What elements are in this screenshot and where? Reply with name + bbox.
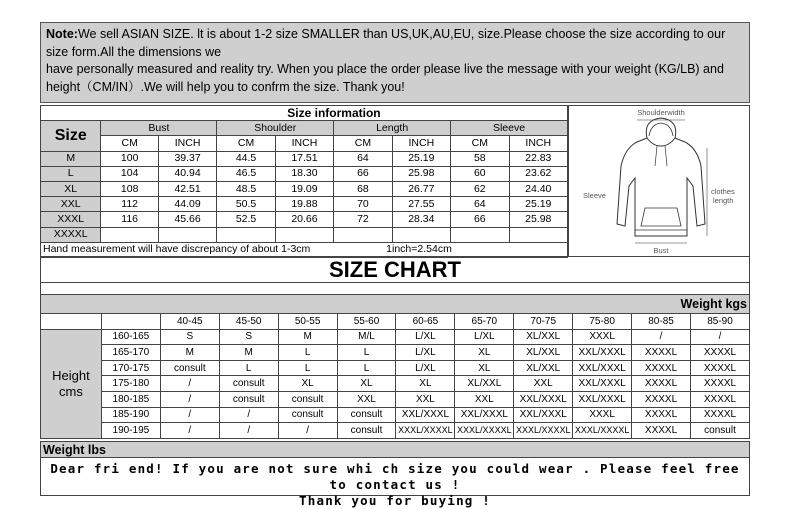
weight-height-table <box>40 313 750 439</box>
size-value-cell <box>275 227 333 242</box>
recommended-size-cell: XXXL/XXXXL <box>573 423 632 439</box>
label-bust: Bust <box>653 246 669 255</box>
size-value-cell: 25.19 <box>392 151 450 166</box>
size-info-title: Size information <box>101 106 568 121</box>
recommended-size-cell: XXXXL <box>632 360 691 376</box>
recommended-size-cell: L <box>337 345 396 361</box>
recommended-size-cell: L/XL <box>455 329 514 345</box>
recommended-size-cell: consult <box>691 423 750 439</box>
size-value-cell <box>392 227 450 242</box>
recommended-size-cell: / <box>691 329 750 345</box>
size-value-cell: 100 <box>101 151 158 166</box>
hoodie-diagram <box>568 105 750 257</box>
weight-col-header: 50-55 <box>278 314 337 330</box>
recommended-size-cell: XXL/XXXL <box>514 391 573 407</box>
recommended-size-cell: XL <box>455 360 514 376</box>
recommended-size-cell: consult <box>337 423 396 439</box>
recommended-size-cell: consult <box>278 407 337 423</box>
recommended-size-cell: XL/XXL <box>514 360 573 376</box>
size-row <box>41 227 568 242</box>
size-value-cell: 50.5 <box>217 197 275 212</box>
recommended-size-cell: XL <box>455 345 514 361</box>
recommended-size-cell: S <box>160 329 219 345</box>
recommended-size-cell: M <box>219 345 278 361</box>
recommended-size-cell: L/XL <box>396 345 455 361</box>
height-range-cell: 185-190 <box>101 407 160 423</box>
recommended-size-cell: M <box>160 345 219 361</box>
size-label-cell: XL <box>41 181 101 196</box>
recommended-size-cell: / <box>219 423 278 439</box>
unit-header: INCH <box>275 136 333 151</box>
height-range-cell: 180-185 <box>101 391 160 407</box>
height-label-line2: cms <box>59 383 83 399</box>
size-value-cell: 19.88 <box>275 197 333 212</box>
size-row <box>41 151 568 166</box>
size-value-cell: 48.5 <box>217 181 275 196</box>
size-value-cell: 20.66 <box>275 212 333 227</box>
hoodie-illustration <box>569 106 749 256</box>
size-label-cell: XXXXL <box>41 227 101 242</box>
size-value-cell <box>101 227 158 242</box>
recommended-size-cell: L/XL <box>396 329 455 345</box>
size-chart-title: SIZE CHART <box>40 256 750 283</box>
size-value-cell: 112 <box>101 197 158 212</box>
recommended-size-cell: consult <box>278 391 337 407</box>
height-row <box>41 423 750 439</box>
recommended-size-cell: XXXL/XXXXL <box>455 423 514 439</box>
group-length: Length <box>334 121 451 136</box>
recommended-size-cell: consult <box>160 360 219 376</box>
size-value-cell: 58 <box>451 151 509 166</box>
size-value-cell <box>334 227 392 242</box>
weight-col-header: 65-70 <box>455 314 514 330</box>
size-value-cell: 26.77 <box>392 181 450 196</box>
size-value-cell: 25.98 <box>392 166 450 181</box>
weight-col-header: 70-75 <box>514 314 573 330</box>
unit-header: CM <box>334 136 392 151</box>
size-row <box>41 197 568 212</box>
size-value-cell: 116 <box>101 212 158 227</box>
recommended-size-cell: XXL/XXXL <box>455 407 514 423</box>
recommended-size-cell: XXXXL <box>632 391 691 407</box>
recommended-size-cell: XXXXL <box>691 360 750 376</box>
recommended-size-cell: XXXXL <box>632 345 691 361</box>
height-range-cell: 165-170 <box>101 345 160 361</box>
size-value-cell: 46.5 <box>217 166 275 181</box>
size-value-cell <box>158 227 216 242</box>
size-value-cell: 24.40 <box>509 181 568 196</box>
recommended-size-cell: XL/XXL <box>514 329 573 345</box>
recommended-size-cell: XXXXL <box>691 345 750 361</box>
recommended-size-cell: XXXXL <box>632 423 691 439</box>
note-line1: We sell ASIAN SIZE. lt is about 1-2 size SMALLER than US,UK,AU,EU, size.Please choose the size according to our size form.All the dimensions we <box>46 27 726 59</box>
discrepancy-text: Hand measurement will have discrepancy of about 1-3cm <box>43 243 311 256</box>
label-length: length <box>713 196 734 205</box>
size-value-cell: 66 <box>334 166 392 181</box>
recommended-size-cell: XXL/XXXL <box>573 376 632 392</box>
size-value-cell: 44.5 <box>217 151 275 166</box>
recommended-size-cell: / <box>160 391 219 407</box>
unit-header: INCH <box>509 136 568 151</box>
height-row <box>41 345 750 361</box>
recommended-size-cell: XXL/XXXL <box>396 407 455 423</box>
size-value-cell: 19.09 <box>275 181 333 196</box>
recommended-size-cell: XL <box>396 376 455 392</box>
size-value-cell: 17.51 <box>275 151 333 166</box>
size-label-cell: L <box>41 166 101 181</box>
recommended-size-cell: L <box>337 360 396 376</box>
size-row <box>41 166 568 181</box>
size-value-cell: 62 <box>451 181 509 196</box>
recommended-size-cell: XXXXL <box>691 376 750 392</box>
size-value-cell: 28.34 <box>392 212 450 227</box>
recommended-size-cell: XXL <box>455 391 514 407</box>
label-clothes: clothes <box>711 187 735 196</box>
note-line2: have personally measured and reality try. When you place the order please live the message with your weight (KG/LB) and height（CM/IN）.We will help you to confrm the size. Thank you! <box>46 62 724 94</box>
height-row <box>41 329 750 345</box>
size-value-cell: 64 <box>334 151 392 166</box>
size-value-cell: 68 <box>334 181 392 196</box>
size-row <box>41 181 568 196</box>
size-value-cell <box>509 227 568 242</box>
weight-col-header: 45-50 <box>219 314 278 330</box>
recommended-size-cell: S <box>219 329 278 345</box>
recommended-size-cell: XXXL <box>573 407 632 423</box>
size-value-cell: 72 <box>334 212 392 227</box>
size-value-cell: 42.51 <box>158 181 216 196</box>
unit-header: INCH <box>158 136 216 151</box>
size-value-cell: 25.19 <box>509 197 568 212</box>
weight-col-header: 85-90 <box>691 314 750 330</box>
note-label: Note: <box>46 27 78 41</box>
size-value-cell: 104 <box>101 166 158 181</box>
recommended-size-cell: XXL/XXXL <box>573 360 632 376</box>
recommended-size-cell: XL <box>278 376 337 392</box>
footer-message <box>40 457 750 508</box>
recommended-size-cell: XXL <box>396 391 455 407</box>
recommended-size-cell: / <box>219 407 278 423</box>
size-value-cell: 40.94 <box>158 166 216 181</box>
unit-header: CM <box>101 136 158 151</box>
group-shoulder: Shoulder <box>217 121 334 136</box>
recommended-size-cell: XXXXL <box>691 407 750 423</box>
label-sleeve: Sleeve <box>583 191 606 200</box>
recommended-size-cell: / <box>160 376 219 392</box>
recommended-size-cell: consult <box>219 391 278 407</box>
weight-col-header: 55-60 <box>337 314 396 330</box>
size-label-cell: XXXL <box>41 212 101 227</box>
unit-header: INCH <box>392 136 450 151</box>
recommended-size-cell: XXXL/XXXXL <box>396 423 455 439</box>
unit-header: CM <box>451 136 509 151</box>
unit-header: CM <box>217 136 275 151</box>
recommended-size-cell: / <box>160 407 219 423</box>
group-bust: Bust <box>101 121 217 136</box>
recommended-size-cell: XXL <box>337 391 396 407</box>
size-row <box>41 212 568 227</box>
recommended-size-cell: XXL/XXXL <box>573 391 632 407</box>
recommended-size-cell: L <box>278 345 337 361</box>
size-header: Size <box>41 121 101 151</box>
size-value-cell: 18.30 <box>275 166 333 181</box>
height-range-cell: 175-180 <box>101 376 160 392</box>
size-value-cell: 45.66 <box>158 212 216 227</box>
weight-col-header: 80-85 <box>632 314 691 330</box>
height-row <box>41 407 750 423</box>
footer-line1: Dear fri end! If you are not sure whi ch size you could wear . Please feel free to contact us ! <box>50 461 740 492</box>
size-value-cell <box>217 227 275 242</box>
weight-col-header: 40-45 <box>160 314 219 330</box>
recommended-size-cell: / <box>278 423 337 439</box>
recommended-size-cell: XXXXL <box>632 407 691 423</box>
size-value-cell: 60 <box>451 166 509 181</box>
height-row <box>41 360 750 376</box>
height-row <box>41 391 750 407</box>
size-value-cell: 44.09 <box>158 197 216 212</box>
recommended-size-cell: XXXXL <box>632 376 691 392</box>
recommended-size-cell: L <box>219 360 278 376</box>
height-label <box>41 329 102 438</box>
size-value-cell: 23.62 <box>509 166 568 181</box>
recommended-size-cell: / <box>632 329 691 345</box>
recommended-size-cell: L <box>278 360 337 376</box>
size-info-table <box>40 105 568 258</box>
size-label-cell: XXL <box>41 197 101 212</box>
size-value-cell: 70 <box>334 197 392 212</box>
height-range-cell: 190-195 <box>101 423 160 439</box>
recommended-size-cell: XXL <box>514 376 573 392</box>
recommended-size-cell: consult <box>337 407 396 423</box>
size-value-cell: 22.83 <box>509 151 568 166</box>
height-row <box>41 376 750 392</box>
recommended-size-cell: L/XL <box>396 360 455 376</box>
size-label-cell: M <box>41 151 101 166</box>
recommended-size-cell: XL/XXL <box>514 345 573 361</box>
inch-conversion: 1inch=2.54cm <box>386 243 452 256</box>
size-value-cell: 39.37 <box>158 151 216 166</box>
recommended-size-cell: XXXL/XXXXL <box>514 423 573 439</box>
weight-col-header: 75-80 <box>573 314 632 330</box>
size-value-cell: 52.5 <box>217 212 275 227</box>
recommended-size-cell: XL <box>337 376 396 392</box>
weight-lbs-label: Weight lbs <box>40 441 750 458</box>
recommended-size-cell: consult <box>219 376 278 392</box>
recommended-size-cell: M <box>278 329 337 345</box>
note-box <box>40 22 750 103</box>
label-shoulderwidth: Shoulderwidth <box>637 108 685 117</box>
height-range-cell: 170-175 <box>101 360 160 376</box>
size-value-cell: 64 <box>451 197 509 212</box>
size-value-cell: 25.98 <box>509 212 568 227</box>
weight-col-header: 60-65 <box>396 314 455 330</box>
recommended-size-cell: XXXXL <box>691 391 750 407</box>
recommended-size-cell: XXL/XXXL <box>514 407 573 423</box>
height-range-cell: 160-165 <box>101 329 160 345</box>
recommended-size-cell: M/L <box>337 329 396 345</box>
weight-kgs-label: Weight kgs <box>40 295 750 314</box>
footer-line2: Thank you for buying ! <box>299 493 491 508</box>
size-value-cell: 27.55 <box>392 197 450 212</box>
height-label-line1: Height <box>52 367 90 383</box>
recommended-size-cell: XXXL <box>573 329 632 345</box>
size-value-cell: 66 <box>451 212 509 227</box>
size-value-cell: 108 <box>101 181 158 196</box>
recommended-size-cell: / <box>160 423 219 439</box>
recommended-size-cell: XL/XXL <box>455 376 514 392</box>
recommended-size-cell: XXL/XXXL <box>573 345 632 361</box>
size-value-cell <box>451 227 509 242</box>
group-sleeve: Sleeve <box>451 121 568 136</box>
spacer-row <box>40 282 750 295</box>
